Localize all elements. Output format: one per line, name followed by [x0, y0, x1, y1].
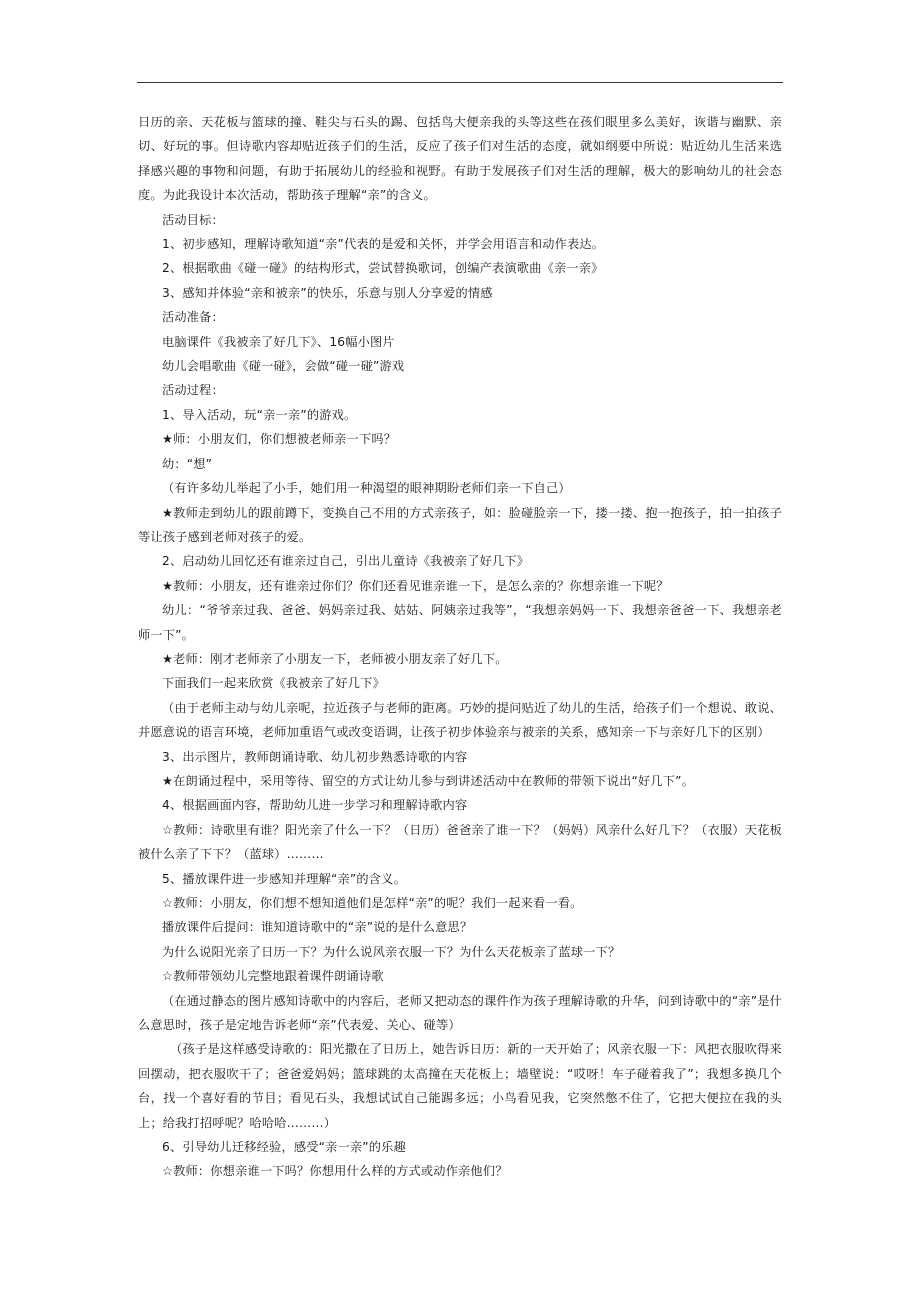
paragraph: 下面我们一起来欣赏《我被亲了好几下》	[162, 676, 385, 691]
paragraph: 幼：“想”	[162, 456, 213, 471]
paragraph: ★师：小朋友们，你们想被老师亲一下吗？	[162, 432, 397, 447]
paragraph: 播放课件后提问：谁知道诗歌中的“亲”说的是什么意思？	[162, 920, 473, 935]
paragraph: 2、根据歌曲《碰一碰》的结构形式，尝试替换歌词，创编产表演歌曲《亲一亲》	[162, 261, 604, 276]
paragraph: 电脑课件《我被亲了好几下》、16幅小图片	[162, 334, 395, 349]
paragraph: ★教师：小朋友，还有谁亲过你们？你们还看见谁亲谁一下，是怎么亲的？你想亲谁一下呢？	[162, 578, 669, 593]
paragraph: 活动过程：	[162, 383, 224, 398]
paragraph: ★教师走到幼儿的跟前蹲下，变换自己不用的方式亲孩子，如：脸碰脸亲一下，搂一搂、抱一抱孩子，拍一拍孩子等让孩子感到老师对孩子的爱。	[138, 505, 782, 544]
paragraph: 1、初步感知，理解诗歌知道“亲”代表的是爱和关怀，并学会用语言和动作表达。	[162, 237, 605, 252]
paragraph: ☆教师：诗歌里有谁？阳光亲了什么一下？（日历）爸爸亲了谁一下？（妈妈）风亲什么好几下？（衣服）天花板被什么亲了下下？（蓝球）………	[138, 822, 782, 862]
paragraph: 3、出示图片，教师朗诵诗歌、幼儿初步熟悉诗歌的内容	[162, 749, 468, 764]
paragraph: 3、感知并体验“亲和被亲”的快乐，乐意与别人分享爱的情感	[162, 285, 493, 300]
paragraph: 4、根据画面内容，帮助幼儿进一步学习和理解诗歌内容	[162, 798, 468, 813]
paragraph: 日历的亲、天花板与篮球的撞、鞋尖与石头的踢、包括鸟大便亲我的头等这些在孩们眼里多么美好，诙谐与幽默、亲切、好玩的事。但诗歌内容却贴近孩子们的生活，反应了孩子们对生活的态度，就如纲要中所说：贴近幼儿生活来选择感兴趣的事物和问题，有助于拓展幼儿的经验和视野。有助于发展孩子们对生活的理解，极大的影响幼儿的社会态度。为此我设计本次活动，帮助孩子理解“亲”的含义。	[138, 115, 782, 203]
paragraph: 幼儿：“爷爷亲过我、爸爸、妈妈亲过我、姑姑、阿姨亲过我等”，“我想亲妈妈一下、我想亲爸爸一下、我想亲老师一下”。	[138, 603, 782, 642]
paragraph: 为什么说阳光亲了日历一下？为什么说风亲衣服一下？为什么天花板亲了蓝球一下？	[162, 944, 621, 959]
paragraph: ☆教师：你想亲谁一下吗？你想用什么样的方式或动作亲他们？	[162, 1164, 508, 1179]
paragraph: ★在朗诵过程中，采用等待、留空的方式让幼儿参与到讲述活动中在教师的带领下说出“好几下”。	[162, 773, 695, 788]
paragraph: （由于老师主动与幼儿亲呢，拉近孩子与老师的距离。巧妙的提问贴近了幼儿的生活，给孩子们一个想说、敢说、并愿意说的语言环境，老师加重语气或改变语调，让孩子初步体验亲与被亲的关系，感知亲一下与亲好几下的区别）	[138, 700, 782, 740]
paragraph: 活动目标：	[162, 212, 224, 227]
document-body	[138, 110, 782, 1184]
paragraph: 幼儿会唱歌曲《碰一碰》，会做“碰一碰”游戏	[162, 359, 405, 374]
paragraph: 5、播放课件进一步感知并理解“亲”的含义。	[162, 871, 406, 886]
paragraph: 2、启动幼儿回忆还有谁亲过自己，引出儿童诗《我被亲了好几下》	[162, 554, 530, 569]
paragraph: ☆教师带领幼儿完整地跟着课件朗诵诗歌	[162, 969, 384, 984]
paragraph: ★老师：刚才老师亲了小朋友一下，老师被小朋友亲了好几下。	[162, 651, 508, 666]
paragraph: （在通过静态的图片感知诗歌中的内容后，老师又把动态的课件作为孩子理解诗歌的升华，问到诗歌中的“亲”是什么意思时，孩子是定地告诉老师“亲”代表爱、关心、碰等）	[138, 993, 783, 1033]
paragraph: ☆教师：小朋友，你们想不想知道他们是怎样“亲”的呢？我们一起来看一看。	[162, 896, 583, 910]
header-rule	[137, 82, 783, 83]
paragraph: 6、引导幼儿迁移经验，感受“亲一亲”的乐趣	[162, 1140, 406, 1155]
paragraph: 活动准备：	[162, 310, 224, 325]
paragraph: （有许多幼儿举起了小手，她们用一种渴望的眼神期盼老师们亲一下自己）	[162, 481, 571, 496]
paragraph: 1、导入活动，玩“亲一亲”的游戏。	[162, 407, 357, 422]
paragraph: （孩子是这样感受诗歌的：阳光撒在了日历上，她告诉日历：新的一天开始了；风亲衣服一下：风把衣服吹得来回摆动，把衣服吹干了；爸爸爱妈妈；篮球跳的太高撞在天花板上；墙壁说：“哎呀！车子碰着我了”；我想多换几个台，找一个喜好看的节目；看见石头，我想试试自己能踢多远；小鸟看见我，它突然憋不住了，它把大便拉在我的头上；给我打招呼呢？哈哈哈………）	[138, 1042, 782, 1130]
